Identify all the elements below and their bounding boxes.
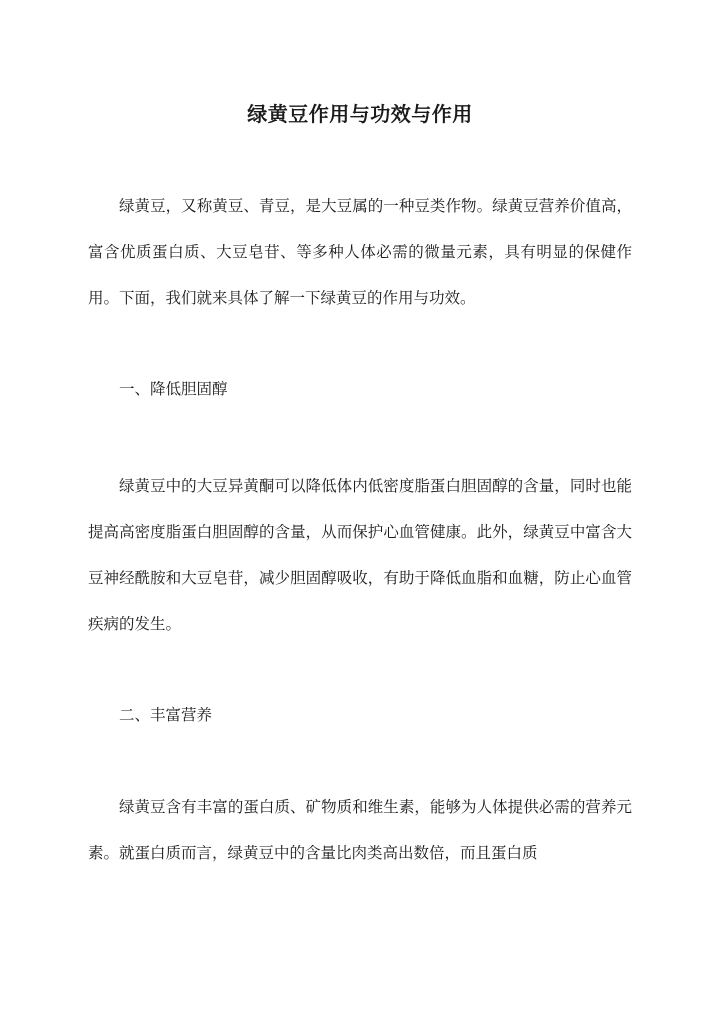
section-body-2: 绿黄豆含有丰富的蛋白质、矿物质和维生素，能够为人体提供必需的营养元素。就蛋白质而言，绿黄豆中的含量比肉类高出数倍，而且蛋白质 xyxy=(88,798,632,862)
section-heading-1: 一、降低胆固醇 xyxy=(119,380,228,398)
section-body-1: 绿黄豆中的大豆异黄酮可以降低体内低密度脂蛋白胆固醇的含量，同时也能提高高密度脂蛋白胆固醇的含量，从而保护心血管健康。此外，绿黄豆中富含大豆神经酰胺和大豆皂苷，减少胆固醇吸收，有助于降低血脂和血糖，防止心血管疾病的发生。 xyxy=(88,477,632,633)
intro-paragraph: 绿黄豆，又称黄豆、青豆，是大豆属的一种豆类作物。绿黄豆营养价值高，富含优质蛋白质、大豆皂苷、等多种人体必需的微量元素，具有明显的保健作用。下面，我们就来具体了解一下绿黄豆的作用与功效。 xyxy=(88,197,632,307)
document-title: 绿黄豆作用与功效与作用 xyxy=(247,102,473,127)
section-heading-2: 二、丰富营养 xyxy=(119,706,213,724)
